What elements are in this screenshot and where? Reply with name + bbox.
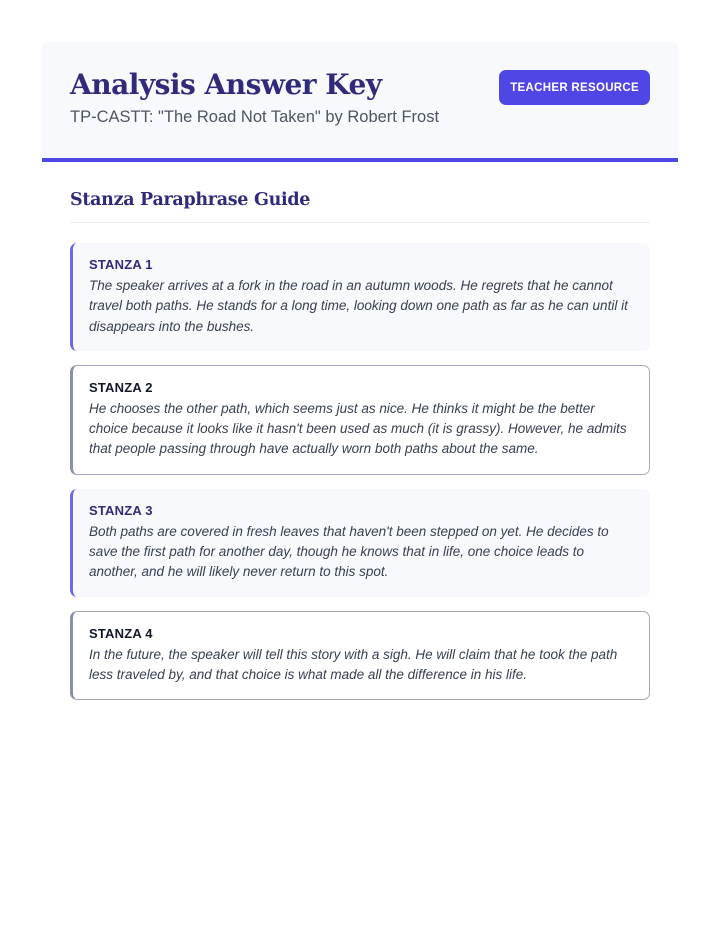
stanza-label: STANZA 4 [89,625,153,641]
stanza-label: STANZA 1 [89,257,153,272]
page-title: Analysis Answer Key [70,68,382,101]
stanza-list [70,243,650,714]
stanza-label: STANZA 2 [89,379,153,395]
stanza-paraphrase: In the future, the speaker will tell this story with a sigh. He will claim that he took the path less traveled by, and that choice is what made all the difference in his life. [89,646,618,682]
stanza-paraphrase: He chooses the other path, which seems just as nice. He thinks it might be the better choice because it looks like it hasn't been used as much (it is grassy). However, he admits that people passing through have actually worn both paths about the same. [89,400,627,457]
section-divider [70,222,650,223]
stanza-card-4 [70,611,650,701]
stanza-paraphrase: Both paths are covered in fresh leaves that haven't been stepped on yet. He decides to save the first path for another day, though he knows that in life, one choice leads to another, and he will likely never return to this spot. [89,523,609,580]
stanza-card-2 [70,365,650,475]
document-header [42,42,678,162]
page-subtitle: TP-CASTT: "The Road Not Taken" by Robert Frost [70,108,440,126]
stanza-card-1 [70,243,650,351]
section-title: Stanza Paraphrase Guide [70,190,311,210]
stanza-paraphrase: The speaker arrives at a fork in the road in an autumn woods. He regrets that he cannot travel both paths. He stands for a long time, looking down one path as far as he can until it disappears into the bushes. [89,278,628,334]
stanza-card-3 [70,489,650,597]
stanza-label: STANZA 3 [89,502,153,518]
teacher-resource-badge[interactable]: TEACHER RESOURCE [499,70,650,105]
